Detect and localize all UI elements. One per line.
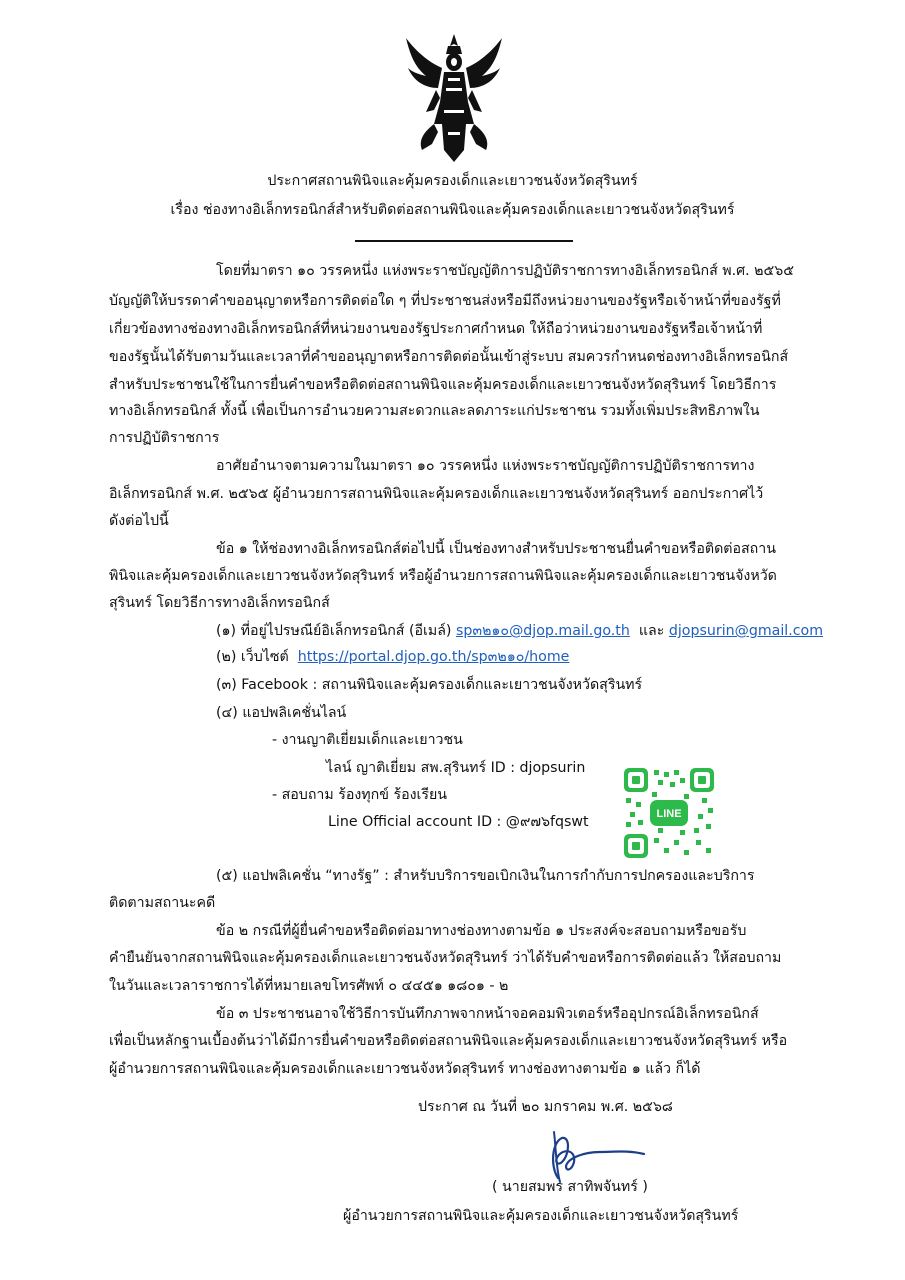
text-line: สุรินทร์ โดยวิธีการทางอิเล็กทรอนิกส์ — [109, 595, 330, 611]
email-conjunction: และ — [638, 623, 665, 639]
garuda-emblem-icon — [404, 32, 504, 164]
facebook-channel: (๓) Facebook : สถานพินิจและคุ้มครองเด็กและเยาวชนจังหวัดสุรินทร์ — [216, 677, 643, 693]
line-item-visit: - งานญาติเยี่ยมเด็กและเยาวชน — [272, 732, 463, 748]
text-line: ผู้อำนวยการสถานพินิจและคุ้มครองเด็กและเยาวชนจังหวัดสุรินทร์ ทางช่องทางตามข้อ ๑ แล้ว ก็ได้ — [109, 1061, 701, 1077]
announcement-date: ประกาศ ณ วันที่ ๒๐ มกราคม พ.ศ. ๒๕๖๘ — [418, 1099, 673, 1115]
text-line: สำหรับประชาชนใช้ในการยื่นคำขอหรือติดต่อสถานพินิจและคุ้มครองเด็กและเยาวชนจังหวัดสุรินทร์ โดยวิธีการ — [109, 377, 777, 393]
text-line: โดยที่มาตรา ๑๐ วรรคหนึ่ง แห่งพระราชบัญญัติการปฏิบัติราชการทางอิเล็กทรอนิกส์ พ.ศ. ๒๕๖๕ — [216, 263, 795, 279]
text-line: บัญญัติให้บรรดาคำขออนุญาตหรือการติดต่อใด ๆ ที่ประชาชนส่งหรือมีถึงหน่วยงานของรัฐหรือเจ้าหน้าที่ของรัฐที่ — [109, 293, 781, 309]
line-app-label: (๔) แอปพลิเคชั่นไลน์ — [216, 705, 347, 721]
announcement-subject: เรื่อง ช่องทางอิเล็กทรอนิกส์สำหรับติดต่อสถานพินิจและคุ้มครองเด็กและเยาวชนจังหวัดสุรินทร์ — [170, 202, 735, 218]
text-line: อาศัยอำนาจตามความในมาตรา ๑๐ วรรคหนึ่ง แห่งพระราชบัญญัติการปฏิบัติราชการทาง — [216, 458, 755, 474]
text-line: ในวันและเวลาราชการได้ที่หมายเลขโทรศัพท์ ๐ ๔๔๕๑ ๑๘๐๑ - ๒ — [109, 978, 509, 994]
text-line: ของรัฐนั้นได้รับตามวันและเวลาที่คำขออนุญาตหรือการติดต่อนั้นเข้าสู่ระบบ สมควรกำหนดช่องทางอิเล็กทรอนิกส์ — [109, 349, 789, 365]
text-line: คำยืนยันจากสถานพินิจและคุ้มครองเด็กและเยาวชนจังหวัดสุรินทร์ ว่าได้รับคำขอหรือการติดต่อแล้ว ให้สอบถาม — [109, 950, 782, 966]
text-line: เพื่อเป็นหลักฐานเบื้องต้นว่าได้มีการยื่นคำขอหรือติดต่อสถานพินิจและคุ้มครองเด็กและเยาวชนจังหวัดสุรินทร์ หรือ — [109, 1033, 788, 1049]
text-line: พินิจและคุ้มครองเด็กและเยาวชนจังหวัดสุรินทร์ หรือผู้อำนวยการสถานพินิจและคุ้มครองเด็กและเยาวชนจังหวัด — [109, 568, 777, 584]
text-line: การปฏิบัติราชการ — [109, 430, 220, 446]
text-line: ดังต่อไปนี้ — [109, 513, 169, 529]
email-link-djopsurin[interactable]: djopsurin@gmail.com — [668, 623, 824, 639]
text-line: ข้อ ๓ ประชาชนอาจใช้วิธีการบันทึกภาพจากหน้าจอคอมพิวเตอร์หรืออุปกรณ์อิเล็กทรอนิกส์ — [216, 1006, 759, 1022]
line-item-inquiry-id: Line Official account ID : @๙๗๖fqswt — [328, 814, 589, 830]
website-channel — [216, 650, 569, 664]
email-label: (๑) ที่อยู่ไปรษณีย์อิเล็กทรอนิกส์ (อีเมล์) — [216, 623, 452, 639]
line-item-visit-id: ไลน์ ญาติเยี่ยม สพ.สุรินทร์ ID : djopsurin — [326, 760, 586, 776]
text-line: อิเล็กทรอนิกส์ พ.ศ. ๒๕๖๕ ผู้อำนวยการสถานพินิจและคุ้มครองเด็กและเยาวชนจังหวัดสุรินทร์ ออกประกาศไว้ — [109, 486, 764, 502]
tangrat-app-line: (๕) แอปพลิเคชั่น “ทางรัฐ” : สำหรับบริการขอเบิกเงินในการกำกับการปกครองและบริการ — [216, 868, 755, 884]
email-channel — [216, 624, 823, 638]
signer-name: ( นายสมพร สาทิพจันทร์ ) — [492, 1179, 648, 1195]
text-line: ติดตามสถานะคดี — [109, 895, 216, 911]
line-item-inquiry: - สอบถาม ร้องทุกข์ ร้องเรียน — [272, 787, 448, 803]
email-link-spm210[interactable]: sp๓๒๑๐@djop.mail.go.th — [455, 623, 630, 639]
text-line: เกี่ยวข้องทางช่องทางอิเล็กทรอนิกส์ที่หน่วยงานของรัฐประกาศกำหนด ให้ถือว่าหน่วยงานของรัฐหรือเจ้าหน้าที่ — [109, 321, 763, 337]
signature-icon — [540, 1128, 650, 1184]
qr-line-label: LINE — [656, 808, 682, 820]
website-link[interactable]: https://portal.djop.go.th/sp๓๒๑๐/home — [297, 649, 570, 665]
signer-title: ผู้อำนวยการสถานพินิจและคุ้มครองเด็กและเยาวชนจังหวัดสุรินทร์ — [343, 1208, 739, 1224]
announcement-title: ประกาศสถานพินิจและคุ้มครองเด็กและเยาวชนจังหวัดสุรินทร์ — [267, 173, 638, 189]
text-line: ข้อ ๑ ให้ช่องทางอิเล็กทรอนิกส์ต่อไปนี้ เป็นช่องทางสำหรับประชาชนยื่นคำขอหรือติดต่อสถาน — [216, 541, 776, 557]
text-line: ข้อ ๒ กรณีที่ผู้ยื่นคำขอหรือติดต่อมาทางช่องทางตามข้อ ๑ ประสงค์จะสอบถามหรือขอรับ — [216, 923, 747, 939]
text-line: ทางอิเล็กทรอนิกส์ ทั้งนี้ เพื่อเป็นการอำนวยความสะดวกและลดภาระแก่ประชาชน รวมทั้งเพิ่มประสิทธิภาพใน — [109, 403, 760, 419]
title-divider — [355, 240, 573, 242]
website-label: (๒) เว็บไซต์ — [216, 649, 289, 665]
line-qr-code[interactable] — [624, 768, 714, 858]
